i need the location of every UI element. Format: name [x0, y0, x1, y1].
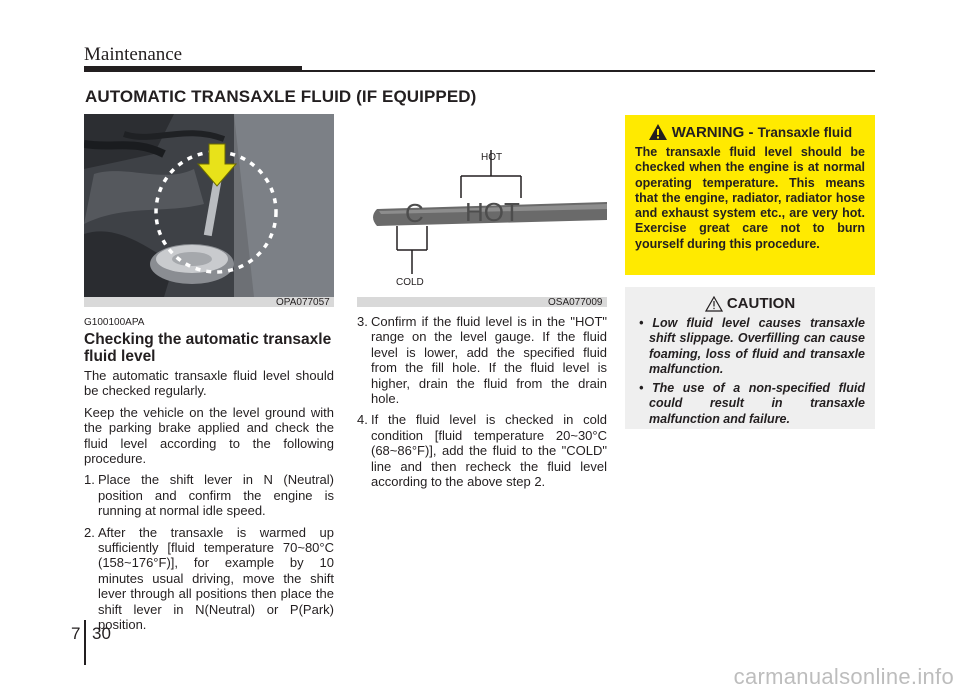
footer-divider [84, 620, 86, 665]
warning-box [625, 115, 875, 275]
page-header-title: Maintenance [84, 44, 183, 65]
watermark: carmanualsonline.info [733, 664, 954, 689]
warning-title-sub: Transaxle fluid [757, 124, 853, 140]
section-title: AUTOMATIC TRANSAXLE FLUID (IF EQUIPPED) [85, 87, 477, 106]
chapter-number: 7 [71, 624, 81, 643]
step-text: Place the shift lever in N (Neutral) position and confirm the engine is running at normal idle speed. [98, 472, 334, 519]
caution-item-text: Low fluid level causes transaxle shift slippage. Overfilling can cause foaming, loss of fluid and transaxle malfunction. [649, 316, 865, 376]
step-item [84, 472, 334, 518]
page-number: 30 [92, 624, 111, 643]
step-text: Confirm if the fluid level is in the "HOT" range on the level gauge. If the fluid level is lower, add the specified fluid from the fill hole. If the fluid level is higher, drain the fluid from the drain hole. [371, 314, 607, 407]
dipstick-illustration [357, 114, 607, 297]
paragraph-intro: The automatic transaxle fluid level should be checked regularly. [84, 368, 334, 399]
step-number: 2. [84, 524, 95, 540]
dipstick-figure-code: OSA077009 [548, 297, 603, 308]
step-text: After the transaxle is warmed up sufficiently [fluid temperature 70~80°C (158~176°F)], for example by 10 minutes usual driving, move the shift lever through all positions then place the shift lever in N(Neutral) or P(Park) position. [98, 524, 334, 633]
body-column-left [84, 368, 334, 639]
subheading: Checking the automatic transaxle fluid level [84, 331, 332, 365]
engine-bay-photo [84, 114, 334, 297]
caution-title: CAUTION [726, 295, 796, 312]
engine-figure-code: OPA077057 [276, 297, 330, 308]
body-column-middle [357, 314, 607, 495]
caution-box [625, 287, 875, 429]
step-text: If the fluid level is checked in cold condition [fluid temperature 20~30°C (68~86°F)], add the fluid to the "COLD" line and then recheck the fluid level according to the above step 2. [371, 412, 607, 490]
header-rule-thin [302, 70, 875, 72]
warning-title-main: WARNING - [671, 123, 754, 141]
step-item [84, 525, 334, 633]
dipstick-mark-hot: HOT [465, 197, 520, 227]
step-number: 1. [84, 472, 95, 488]
dipstick-mark-c: C [405, 198, 424, 228]
caution-header [635, 295, 865, 312]
dipstick-label-cold: COLD [396, 277, 424, 288]
caution-item-text: The use of a non-specified fluid could result in transaxle malfunction and failure. [649, 381, 866, 426]
paragraph-procedure: Keep the vehicle on the level ground with the parking brake applied and check the fluid level according to the following procedure. [84, 404, 334, 467]
document-code: G100100APA [84, 317, 145, 328]
step-item [357, 314, 607, 406]
warning-triangle-icon [648, 123, 668, 141]
step-number: 4. [357, 412, 368, 428]
caution-item: • The use of a non-specified fluid could result in transaxle malfunction and failure. [639, 381, 866, 426]
warning-title [672, 124, 852, 141]
dipstick-label-hot: HOT [481, 152, 503, 163]
caution-item: • Low fluid level causes transaxle shift slippage. Overfilling can cause foaming, loss of fluid and transaxle malfunction. [639, 316, 865, 376]
caution-triangle-icon [705, 296, 723, 312]
step-item [357, 412, 607, 489]
header-rule-thick [84, 66, 302, 72]
warning-header [635, 123, 865, 141]
step-number: 3. [357, 314, 368, 329]
caution-list [635, 316, 865, 427]
warning-text: The transaxle fluid level should be checked when the engine is at normal operating temperature. This means that the engine, radiator, radiator hose and exhaust system etc., are very hot. Exercise great care not to burn yourself during this procedure. [635, 145, 865, 251]
